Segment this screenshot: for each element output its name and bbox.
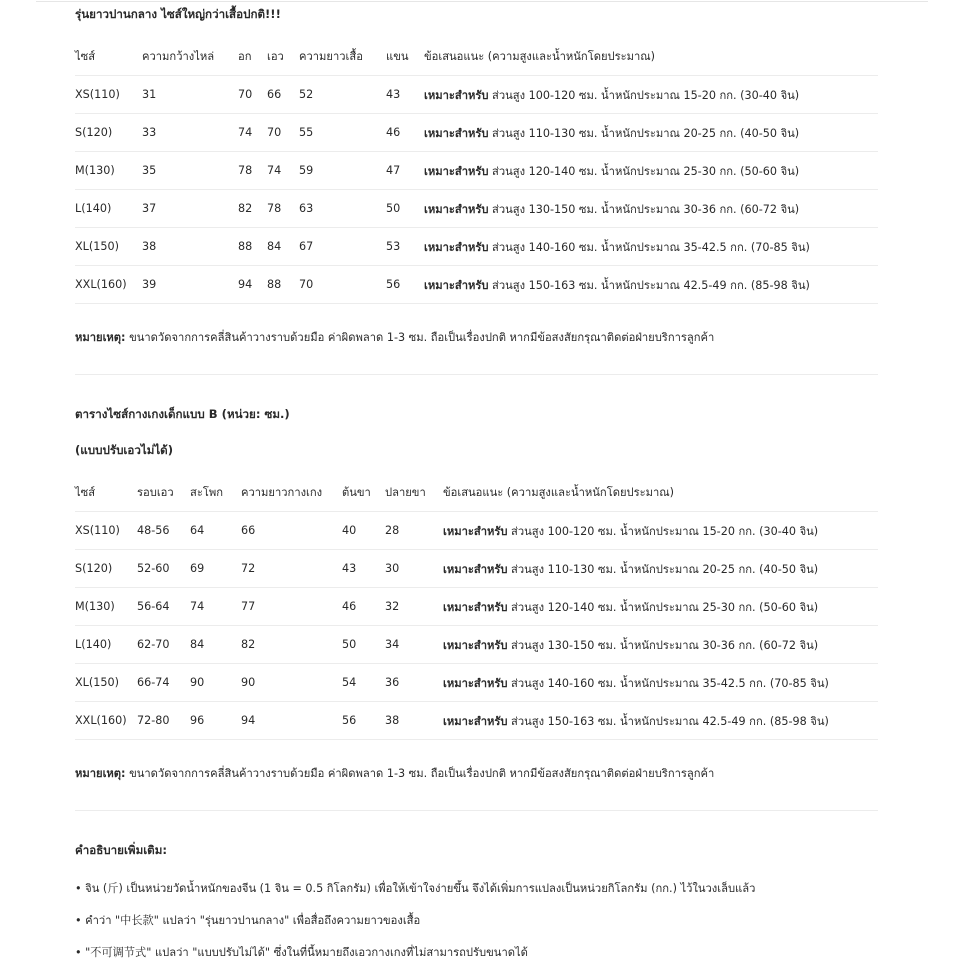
cell-hip: 84 — [190, 626, 241, 664]
cell-waist: 74 — [267, 152, 299, 190]
cell-thigh: 50 — [342, 626, 385, 664]
cell-length: 77 — [241, 588, 342, 626]
recommendation-text: ส่วนสูง 140-160 ซม. น้ำหนักประมาณ 35-42.5 กก. (70-85 จิน) — [507, 676, 829, 690]
cell-sleeve: 43 — [386, 76, 424, 114]
cell-thigh: 56 — [342, 702, 385, 740]
fit-label: เหมาะสำหรับ — [443, 562, 508, 576]
cell-shoulder: 31 — [142, 76, 238, 114]
pants-size-table-body — [75, 473, 878, 740]
table-row — [75, 266, 878, 304]
cell-hem: 36 — [385, 664, 443, 702]
fit-label: เหมาะสำหรับ — [443, 600, 508, 614]
cell-recommendation — [424, 152, 878, 190]
recommendation-text: ส่วนสูง 150-163 ซม. น้ำหนักประมาณ 42.5-49 กก. (85-98 จิน) — [488, 278, 810, 292]
cell-recommendation — [424, 266, 878, 304]
fit-label: เหมาะสำหรับ — [424, 88, 489, 102]
table-row — [75, 512, 878, 550]
column-header: ต้นขา — [342, 473, 385, 512]
cell-shoulder: 35 — [142, 152, 238, 190]
table-row — [75, 588, 878, 626]
top-divider — [36, 1, 928, 2]
cell-recommendation — [443, 702, 878, 740]
pants-size-table — [75, 473, 878, 740]
extra-bullet: • "不可调节式" แปลว่า "แบบปรับไม่ได้" ซึ่งในที่นี้หมายถึงเอวกางเกงที่ไม่สามารถปรับขนาดได้ — [75, 946, 528, 959]
table-row — [75, 626, 878, 664]
cell-shoulder: 37 — [142, 190, 238, 228]
cell-size: M(130) — [75, 588, 137, 626]
cell-size: S(120) — [75, 550, 137, 588]
column-header: ไซส์ — [75, 37, 142, 76]
cell-sleeve: 53 — [386, 228, 424, 266]
cell-size: XL(150) — [75, 228, 142, 266]
cell-waist: 84 — [267, 228, 299, 266]
cell-sleeve: 50 — [386, 190, 424, 228]
cell-length: 82 — [241, 626, 342, 664]
top-size-note — [75, 328, 714, 346]
cell-length: 90 — [241, 664, 342, 702]
cell-length: 72 — [241, 550, 342, 588]
cell-waist: 78 — [267, 190, 299, 228]
section-divider — [75, 374, 878, 375]
cell-size: XS(110) — [75, 76, 142, 114]
cell-length: 55 — [299, 114, 386, 152]
fit-label: เหมาะสำหรับ — [443, 638, 508, 652]
cell-length: 52 — [299, 76, 386, 114]
fit-label: เหมาะสำหรับ — [424, 164, 489, 178]
cell-hem: 38 — [385, 702, 443, 740]
cell-shoulder: 39 — [142, 266, 238, 304]
cell-sleeve: 56 — [386, 266, 424, 304]
column-header: รอบเอว — [137, 473, 190, 512]
cell-waist: 52-60 — [137, 550, 190, 588]
cell-thigh: 46 — [342, 588, 385, 626]
pants-section-subtitle: (แบบปรับเอวไม่ได้) — [75, 443, 174, 457]
column-header: ข้อเสนอแนะ (ความสูงและน้ำหนักโดยประมาณ) — [443, 473, 878, 512]
cell-recommendation — [443, 626, 878, 664]
column-header: ความยาวเสื้อ — [299, 37, 386, 76]
cell-recommendation — [424, 228, 878, 266]
fit-label: เหมาะสำหรับ — [424, 202, 489, 216]
cell-chest: 74 — [238, 114, 267, 152]
cell-length: 94 — [241, 702, 342, 740]
recommendation-text: ส่วนสูง 110-130 ซม. น้ำหนักประมาณ 20-25 กก. (40-50 จิน) — [507, 562, 819, 576]
cell-hem: 30 — [385, 550, 443, 588]
cell-thigh: 54 — [342, 664, 385, 702]
recommendation-text: ส่วนสูง 140-160 ซม. น้ำหนักประมาณ 35-42.5 กก. (70-85 จิน) — [488, 240, 810, 254]
recommendation-text: ส่วนสูง 120-140 ซม. น้ำหนักประมาณ 25-30 กก. (50-60 จิน) — [488, 164, 800, 178]
cell-waist: 88 — [267, 266, 299, 304]
pants-size-note — [75, 764, 714, 782]
cell-size: M(130) — [75, 152, 142, 190]
cell-hip: 90 — [190, 664, 241, 702]
cell-recommendation — [443, 550, 878, 588]
cell-waist: 48-56 — [137, 512, 190, 550]
table-header-row — [75, 473, 878, 512]
cell-chest: 88 — [238, 228, 267, 266]
cell-hip: 96 — [190, 702, 241, 740]
cell-recommendation — [424, 76, 878, 114]
column-header: แขน — [386, 37, 424, 76]
column-header: ความกว้างไหล่ — [142, 37, 238, 76]
column-header: ความยาวกางเกง — [241, 473, 342, 512]
column-header: อก — [238, 37, 267, 76]
note-text: ขนาดวัดจากการคลี่สินค้าวางราบด้วยมือ ค่าผิดพลาด 1-3 ซม. ถือเป็นเรื่องปกติ หากมีข้อสงสัยกรุณาติดต่อฝ่ายบริการลูกค้า — [125, 767, 715, 780]
fit-label: เหมาะสำหรับ — [443, 524, 508, 538]
cell-hip: 69 — [190, 550, 241, 588]
column-header: ไซส์ — [75, 473, 137, 512]
cell-sleeve: 46 — [386, 114, 424, 152]
cell-chest: 70 — [238, 76, 267, 114]
cell-shoulder: 33 — [142, 114, 238, 152]
extra-section-title: คำอธิบายเพิ่มเติม: — [75, 843, 167, 857]
recommendation-text: ส่วนสูง 130-150 ซม. น้ำหนักประมาณ 30-36 กก. (60-72 จิน) — [507, 638, 819, 652]
top-section-title: รุ่นยาวปานกลาง ไซส์ใหญ่กว่าเสื้อปกติ!!! — [75, 7, 281, 21]
cell-waist: 72-80 — [137, 702, 190, 740]
table-header-row — [75, 37, 878, 76]
fit-label: เหมาะสำหรับ — [424, 240, 489, 254]
cell-length: 70 — [299, 266, 386, 304]
cell-thigh: 40 — [342, 512, 385, 550]
cell-length: 63 — [299, 190, 386, 228]
extra-bullet: • คำว่า "中长款" แปลว่า "รุ่นยาวปานกลาง" เพื่อสื่อถึงความยาวของเสื้อ — [75, 914, 421, 927]
cell-recommendation — [443, 664, 878, 702]
column-header: เอว — [267, 37, 299, 76]
cell-waist: 66 — [267, 76, 299, 114]
cell-hem: 34 — [385, 626, 443, 664]
cell-recommendation — [424, 190, 878, 228]
table-row — [75, 550, 878, 588]
cell-size: XS(110) — [75, 512, 137, 550]
fit-label: เหมาะสำหรับ — [443, 676, 508, 690]
note-text: ขนาดวัดจากการคลี่สินค้าวางราบด้วยมือ ค่าผิดพลาด 1-3 ซม. ถือเป็นเรื่องปกติ หากมีข้อสงสัยกรุณาติดต่อฝ่ายบริการลูกค้า — [125, 331, 715, 344]
cell-hem: 32 — [385, 588, 443, 626]
table-row — [75, 664, 878, 702]
recommendation-text: ส่วนสูง 100-120 ซม. น้ำหนักประมาณ 15-20 กก. (30-40 จิน) — [488, 88, 800, 102]
recommendation-text: ส่วนสูง 120-140 ซม. น้ำหนักประมาณ 25-30 กก. (50-60 จิน) — [507, 600, 819, 614]
section-divider — [75, 810, 878, 811]
cell-chest: 82 — [238, 190, 267, 228]
cell-waist: 66-74 — [137, 664, 190, 702]
cell-recommendation — [443, 588, 878, 626]
cell-chest: 78 — [238, 152, 267, 190]
cell-sleeve: 47 — [386, 152, 424, 190]
top-size-table — [75, 37, 878, 304]
table-row — [75, 190, 878, 228]
column-header: ข้อเสนอแนะ (ความสูงและน้ำหนักโดยประมาณ) — [424, 37, 878, 76]
note-label: หมายเหตุ: — [75, 767, 126, 780]
table-row — [75, 702, 878, 740]
table-row — [75, 114, 878, 152]
column-header: ปลายขา — [385, 473, 443, 512]
recommendation-text: ส่วนสูง 100-120 ซม. น้ำหนักประมาณ 15-20 กก. (30-40 จิน) — [507, 524, 819, 538]
fit-label: เหมาะสำหรับ — [443, 714, 508, 728]
top-size-table-body — [75, 37, 878, 304]
table-row — [75, 76, 878, 114]
table-row — [75, 152, 878, 190]
recommendation-text: ส่วนสูง 110-130 ซม. น้ำหนักประมาณ 20-25 กก. (40-50 จิน) — [488, 126, 800, 140]
cell-waist: 56-64 — [137, 588, 190, 626]
cell-hip: 74 — [190, 588, 241, 626]
cell-size: XXL(160) — [75, 266, 142, 304]
cell-length: 59 — [299, 152, 386, 190]
cell-chest: 94 — [238, 266, 267, 304]
cell-size: XXL(160) — [75, 702, 137, 740]
cell-size: XL(150) — [75, 664, 137, 702]
cell-length: 66 — [241, 512, 342, 550]
extra-bullet: • จิน (斤) เป็นหน่วยวัดน้ำหนักของจีน (1 จิน = 0.5 กิโลกรัม) เพื่อให้เข้าใจง่ายขึ้น จึงได้เพิ่มการแปลงเป็นหน่วยกิโลกรัม (กก.) ไว้ในวงเล็บแล้ว — [75, 882, 756, 895]
cell-recommendation — [424, 114, 878, 152]
cell-hip: 64 — [190, 512, 241, 550]
cell-shoulder: 38 — [142, 228, 238, 266]
cell-recommendation — [443, 512, 878, 550]
cell-length: 67 — [299, 228, 386, 266]
pants-section-title: ตารางไซส์กางเกงเด็กแบบ B (หน่วย: ซม.) — [75, 407, 290, 421]
recommendation-text: ส่วนสูง 130-150 ซม. น้ำหนักประมาณ 30-36 กก. (60-72 จิน) — [488, 202, 800, 216]
fit-label: เหมาะสำหรับ — [424, 126, 489, 140]
fit-label: เหมาะสำหรับ — [424, 278, 489, 292]
cell-waist: 70 — [267, 114, 299, 152]
cell-waist: 62-70 — [137, 626, 190, 664]
cell-hem: 28 — [385, 512, 443, 550]
note-label: หมายเหตุ: — [75, 331, 126, 344]
cell-size: S(120) — [75, 114, 142, 152]
cell-size: L(140) — [75, 626, 137, 664]
cell-size: L(140) — [75, 190, 142, 228]
recommendation-text: ส่วนสูง 150-163 ซม. น้ำหนักประมาณ 42.5-49 กก. (85-98 จิน) — [507, 714, 829, 728]
column-header: สะโพก — [190, 473, 241, 512]
table-row — [75, 228, 878, 266]
cell-thigh: 43 — [342, 550, 385, 588]
